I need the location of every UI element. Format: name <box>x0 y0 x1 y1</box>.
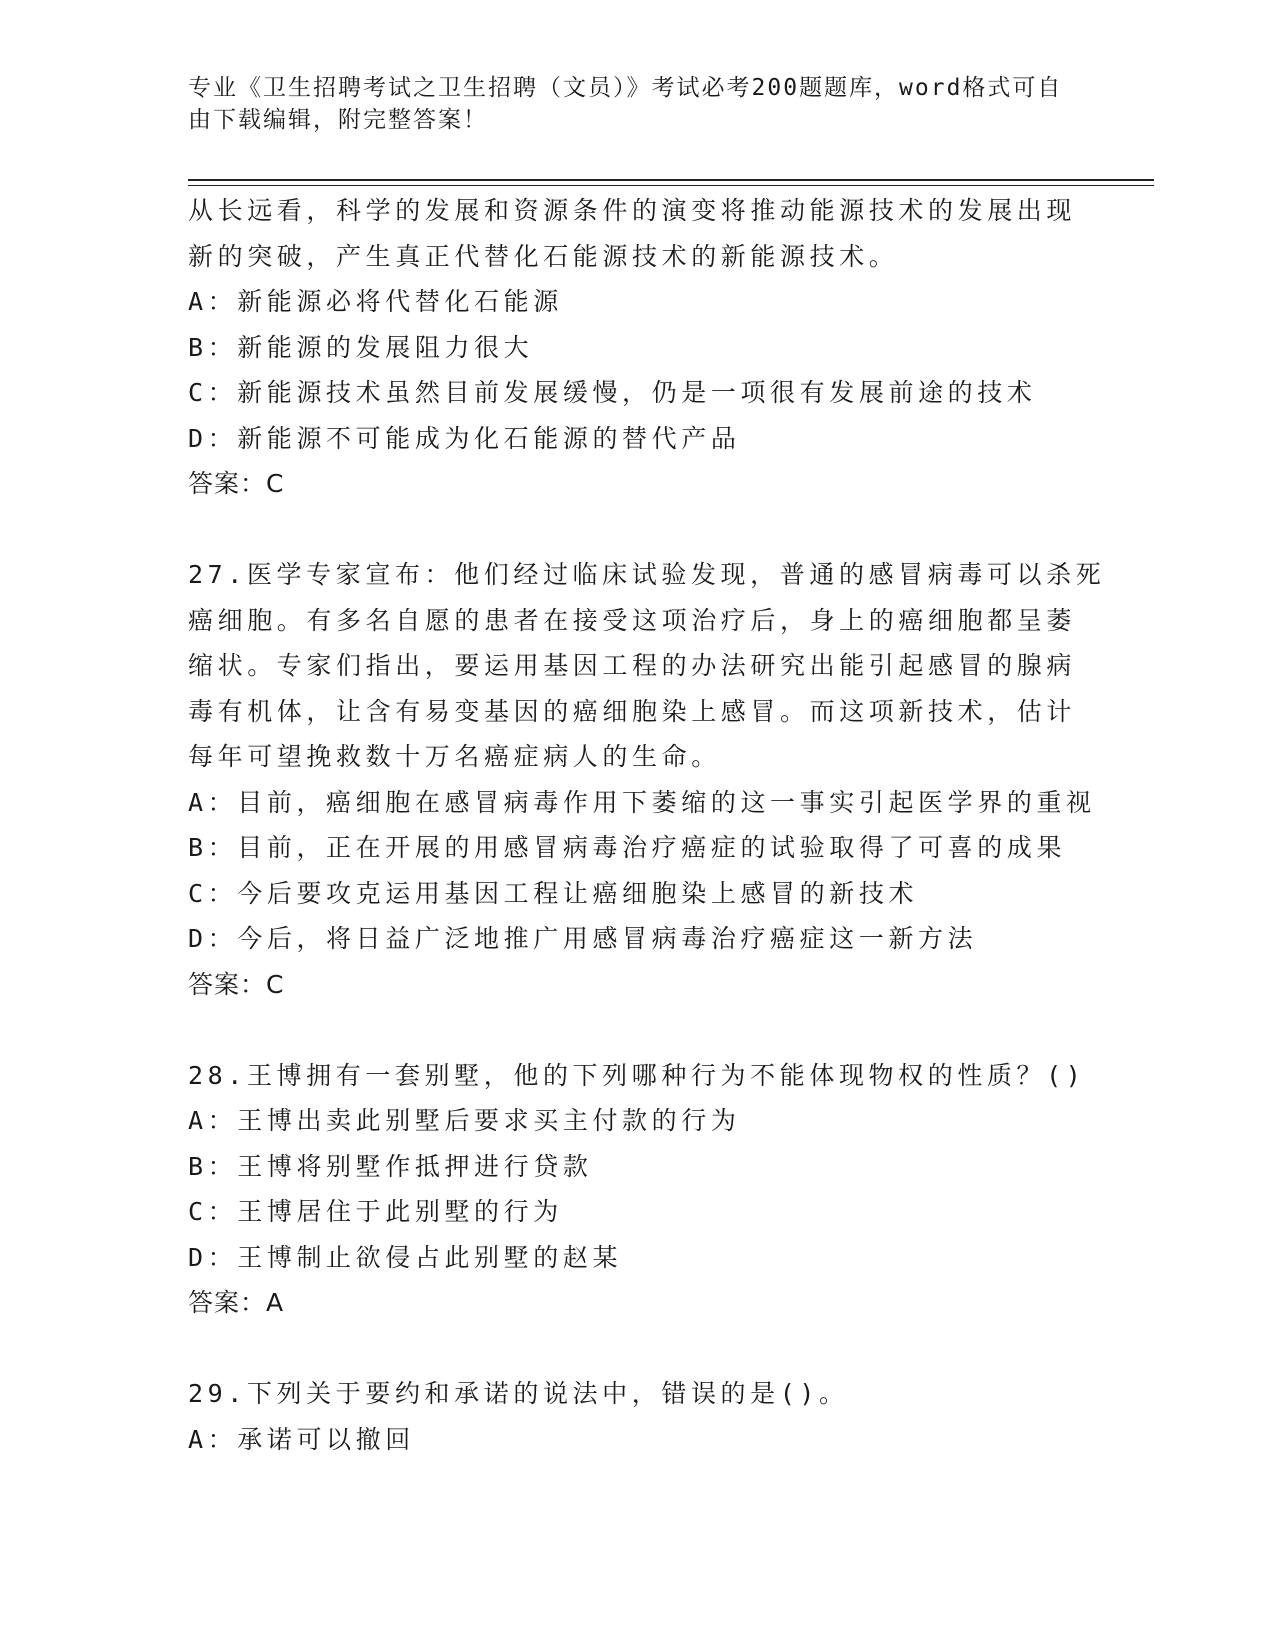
question-spacer <box>188 507 1088 553</box>
option-a: A：王博出卖此别墅后要求买主付款的行为 <box>188 1106 741 1135</box>
question-stem-line: 28.王博拥有一套别墅，他的下列哪种行为不能体现物权的性质？() <box>188 1060 1086 1090</box>
question-stem-line: 新的突破，产生真正代替化石能源技术的新能源技术。 <box>188 241 899 271</box>
question-stem-line: 缩状。专家们指出，要运用基因工程的办法研究出能引起感冒的腺病 <box>188 651 1077 680</box>
document-header <box>188 72 1068 136</box>
question-list <box>188 188 1106 1462</box>
option-b: B：王博将别墅作抵押进行贷款 <box>188 1151 593 1181</box>
question-block-26 <box>188 188 1088 507</box>
question-stem-line: 29.下列关于要约和承诺的说法中，错误的是()。 <box>188 1379 849 1408</box>
option-a: A：承诺可以撤回 <box>188 1424 415 1454</box>
option-d: D：王博制止欲侵占此别墅的赵某 <box>188 1242 623 1272</box>
question-stem-line: 毒有机体，让含有易变基因的癌细胞染上感冒。而这项新技术，估计 <box>188 696 1077 726</box>
question-block-27 <box>188 552 1106 1007</box>
question-block-29 <box>188 1371 1088 1462</box>
question-stem-line: 从长远看，科学的发展和资源条件的演变将推动能源技术的发展出现 <box>188 196 1077 225</box>
option-c: C：王博居住于此别墅的行为 <box>188 1197 563 1226</box>
option-d: D：今后，将日益广泛地推广用感冒病毒治疗癌症这一新方法 <box>188 924 978 953</box>
question-stem-line: 癌细胞。有多名自愿的患者在接受这项治疗后，身上的癌细胞都呈萎 <box>188 605 1077 635</box>
answer-line: 答案：C <box>188 969 285 999</box>
option-a: A：目前，癌细胞在感冒病毒作用下萎缩的这一事实引起医学界的重视 <box>188 787 1096 817</box>
question-stem-line: 27.医学专家宣布：他们经过临床试验发现，普通的感冒病毒可以杀死 <box>188 560 1106 589</box>
option-d: D：新能源不可能成为化石能源的替代产品 <box>188 423 741 453</box>
question-stem-line: 每年可望挽救数十万名癌症病人的生命。 <box>188 742 721 771</box>
header-line-1: 专业《卫生招聘考试之卫生招聘（文员）》考试必考200题题库，word格式可自 <box>188 75 1063 101</box>
header-divider-thin <box>188 185 1154 186</box>
question-spacer <box>188 1007 1088 1053</box>
answer-line: 答案：C <box>188 469 285 498</box>
option-b: B：目前，正在开展的用感冒病毒治疗癌症的试验取得了可喜的成果 <box>188 833 1067 862</box>
question-spacer <box>188 1326 1088 1372</box>
option-c: C：新能源技术虽然目前发展缓慢，仍是一项很有发展前途的技术 <box>188 378 1037 407</box>
question-block-28 <box>188 1053 1088 1326</box>
header-line-2: 由下载编辑，附完整答案！ <box>188 107 488 133</box>
option-c: C：今后要攻克运用基因工程让癌细胞染上感冒的新技术 <box>188 878 919 908</box>
option-a: A：新能源必将代替化石能源 <box>188 287 563 316</box>
option-b: B：新能源的发展阻力很大 <box>188 332 534 362</box>
header-divider <box>188 179 1154 181</box>
answer-line: 答案：A <box>188 1288 285 1317</box>
